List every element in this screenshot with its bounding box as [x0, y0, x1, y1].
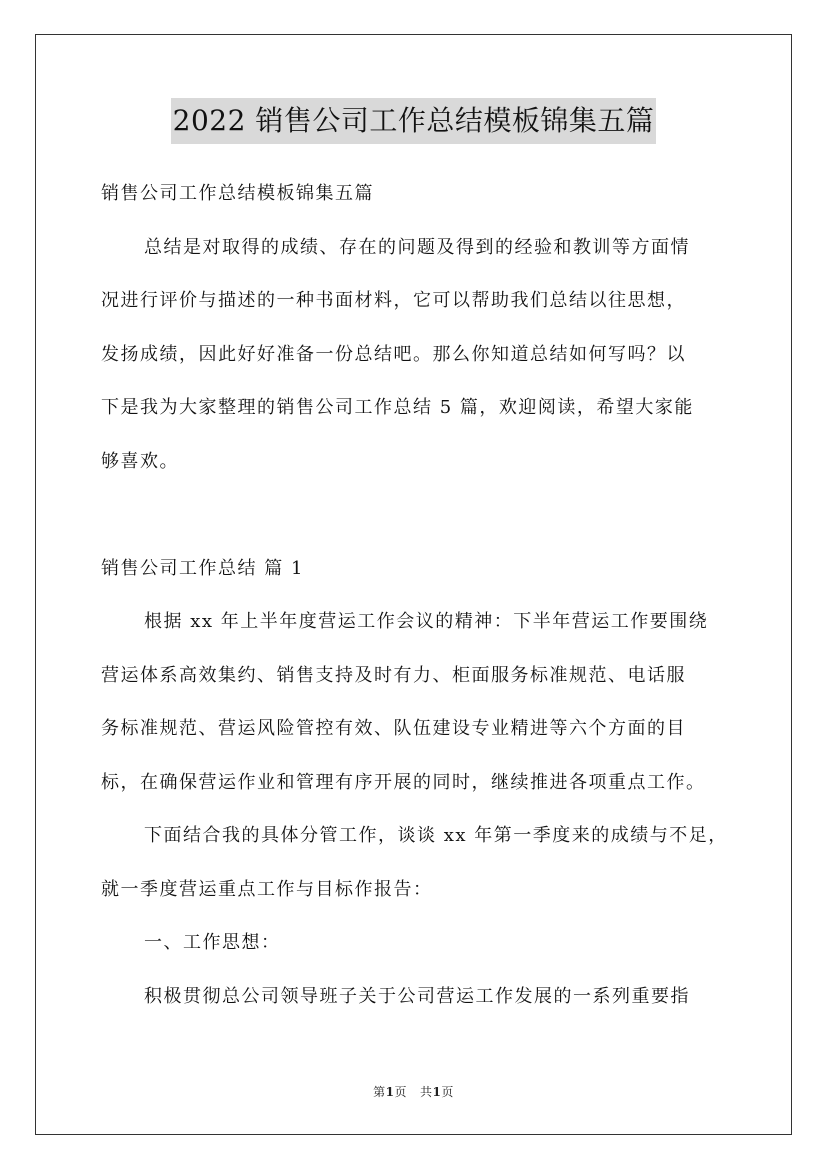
title-container	[0, 98, 827, 144]
paragraph-line: 就一季度营运重点工作与目标作报告：	[101, 878, 433, 900]
paragraph-line: 发扬成绩，因此好好准备一份总结吧。那么你知道总结如何写吗？以	[101, 343, 686, 365]
page-label: 第	[373, 1085, 386, 1099]
total-unit: 页	[441, 1085, 454, 1099]
paragraph-line: 够喜欢。	[101, 450, 179, 472]
subsection-heading: 一、工作思想：	[144, 932, 281, 953]
paragraph-line: 下是我为大家整理的销售公司工作总结 5 篇，欢迎阅读，希望大家能	[101, 397, 694, 418]
paragraph-line: 销售公司工作总结模板锦集五篇	[101, 183, 374, 204]
total-label: 共	[419, 1085, 433, 1099]
paragraph-line: 根据 xx 年上半年度营运工作会议的精神：下半年营运工作要围绕	[144, 611, 709, 632]
document-body	[101, 176, 745, 1032]
paragraph-line: 务标准规范、营运风险管控有效、队伍建设专业精进等六个方面的目	[101, 718, 686, 739]
paragraph-line: 总结是对取得的成绩、存在的问题及得到的经验和教训等方面情	[144, 236, 690, 258]
paragraph-line: 营运体系高效集约、销售支持及时有力、柜面服务标准规范、电话服	[101, 664, 686, 686]
page-footer	[0, 1083, 827, 1100]
paragraph-line: 标，在确保营运作业和管理有序开展的同时，继续推进各项重点工作。	[101, 771, 706, 793]
blank-line	[101, 497, 745, 551]
paragraph-line: 况进行评价与描述的一种书面材料，它可以帮助我们总结以往思想，	[101, 290, 686, 311]
page-unit: 页	[394, 1085, 408, 1099]
page-total: 1	[432, 1085, 442, 1099]
document-title: 2022 销售公司工作总结模板锦集五篇	[171, 98, 657, 144]
page-current: 1	[385, 1085, 395, 1099]
paragraph-line: 积极贯彻总公司领导班子关于公司营运工作发展的一系列重要指	[144, 985, 690, 1007]
section-heading: 销售公司工作总结 篇 1	[101, 557, 304, 579]
paragraph-line: 下面结合我的具体分管工作，谈谈 xx 年第一季度来的成绩与不足，	[144, 825, 728, 846]
